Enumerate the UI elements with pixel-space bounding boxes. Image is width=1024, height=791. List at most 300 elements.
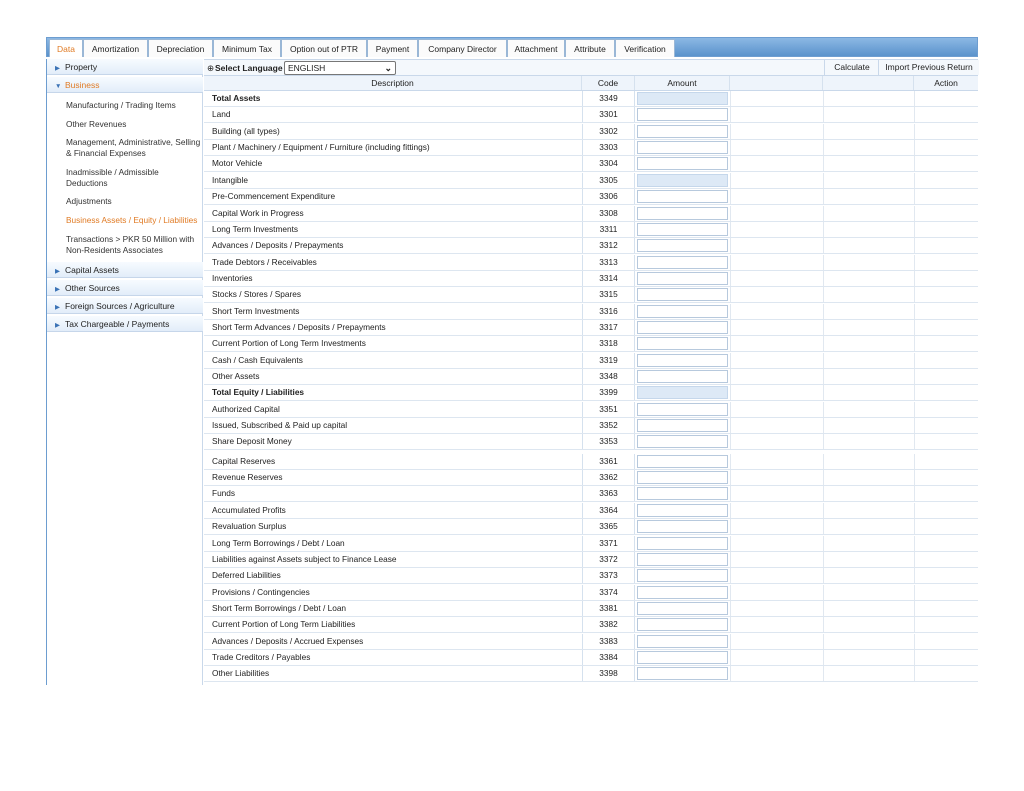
table-row bbox=[204, 173, 978, 189]
amount-input[interactable] bbox=[637, 337, 728, 350]
column-divider bbox=[823, 124, 824, 139]
row-description: Plant / Machinery / Equipment / Furniture (including fittings) bbox=[212, 142, 430, 153]
column-divider bbox=[823, 156, 824, 171]
column-divider bbox=[730, 320, 731, 335]
amount-input[interactable] bbox=[637, 471, 728, 484]
column-divider bbox=[914, 336, 915, 351]
row-description: Other Assets bbox=[212, 371, 260, 381]
row-description: Share Deposit Money bbox=[212, 436, 292, 447]
row-description: Authorized Capital bbox=[212, 403, 280, 414]
amount-input[interactable] bbox=[637, 223, 728, 236]
row-description: Capital Reserves bbox=[212, 455, 276, 466]
header-blank-1 bbox=[730, 76, 823, 90]
amount-input[interactable] bbox=[637, 321, 728, 334]
table-row bbox=[204, 601, 978, 617]
left-navigation bbox=[46, 59, 203, 685]
amount-input[interactable] bbox=[637, 504, 728, 517]
column-divider bbox=[823, 287, 824, 302]
column-divider bbox=[730, 585, 731, 600]
column-divider bbox=[914, 369, 915, 384]
table-row bbox=[204, 140, 978, 156]
column-divider bbox=[823, 91, 824, 106]
nav-section-capital-assets[interactable] bbox=[47, 262, 203, 278]
table-row bbox=[204, 107, 978, 123]
amount-input[interactable] bbox=[637, 618, 728, 631]
amount-input[interactable] bbox=[637, 125, 728, 138]
row-code: 3317 bbox=[582, 320, 635, 335]
nav-section-label: Foreign Sources / Agriculture bbox=[65, 301, 175, 311]
caret-down-icon: ▼ bbox=[55, 83, 62, 90]
nav-item-business-assets-equity-liabilities[interactable]: Business Assets / Equity / Liabilities bbox=[66, 215, 198, 225]
language-select-value: ENGLISH bbox=[288, 63, 326, 73]
column-divider bbox=[823, 601, 824, 616]
column-divider bbox=[914, 238, 915, 253]
row-code: 3364 bbox=[582, 503, 635, 518]
row-description: Cash / Cash Equivalents bbox=[212, 354, 303, 365]
column-divider bbox=[914, 601, 915, 616]
table-row bbox=[204, 418, 978, 434]
column-divider bbox=[730, 255, 731, 270]
column-divider bbox=[730, 552, 731, 567]
column-divider bbox=[730, 402, 731, 417]
calculated-amount-field bbox=[637, 386, 728, 399]
column-divider bbox=[914, 568, 915, 583]
caret-right-icon: ▶ bbox=[55, 304, 60, 311]
row-code: 3349 bbox=[582, 91, 635, 106]
amount-input[interactable] bbox=[637, 586, 728, 599]
row-code: 3373 bbox=[582, 568, 635, 583]
nav-item-inadmissible-deductions[interactable]: Inadmissible / Admissible Deductions bbox=[66, 167, 159, 188]
column-divider bbox=[730, 189, 731, 204]
column-divider bbox=[914, 402, 915, 417]
table-row bbox=[204, 255, 978, 271]
column-divider bbox=[914, 140, 915, 155]
header-blank-2 bbox=[823, 76, 914, 90]
row-code: 3399 bbox=[582, 385, 635, 400]
row-code: 3352 bbox=[582, 418, 635, 433]
column-divider bbox=[730, 650, 731, 665]
row-description: Pre-Commencement Expenditure bbox=[212, 191, 336, 202]
column-divider bbox=[730, 519, 731, 534]
header-amount[interactable]: Amount bbox=[635, 76, 730, 90]
tab-minimum-tax[interactable]: Minimum Tax bbox=[213, 39, 281, 57]
column-divider bbox=[823, 336, 824, 351]
toolbar bbox=[204, 59, 978, 76]
column-divider bbox=[730, 124, 731, 139]
header-code[interactable]: Code bbox=[582, 76, 635, 90]
amount-input[interactable] bbox=[637, 537, 728, 550]
table-row bbox=[204, 91, 978, 107]
table-row bbox=[204, 385, 978, 401]
column-divider bbox=[914, 486, 915, 501]
row-code: 3312 bbox=[582, 238, 635, 253]
tab-option-out-of-ptr[interactable]: Option out of PTR bbox=[281, 39, 367, 57]
amount-input[interactable] bbox=[637, 272, 728, 285]
row-description: Total Assets bbox=[212, 93, 261, 103]
tab-verification[interactable]: Verification bbox=[615, 39, 675, 57]
row-description: Trade Creditors / Payables bbox=[212, 651, 311, 662]
column-divider bbox=[914, 287, 915, 302]
caret-right-icon: ▶ bbox=[55, 268, 60, 275]
column-divider bbox=[730, 418, 731, 433]
column-divider bbox=[730, 503, 731, 518]
column-divider bbox=[914, 503, 915, 518]
language-label: Select Language bbox=[215, 63, 283, 73]
row-code: 3306 bbox=[582, 189, 635, 204]
tab-attachment[interactable]: Attachment bbox=[507, 39, 565, 57]
column-divider bbox=[730, 107, 731, 122]
table-row bbox=[204, 454, 978, 470]
table-row bbox=[204, 369, 978, 385]
row-description: Revaluation Surplus bbox=[212, 521, 287, 532]
row-code: 3313 bbox=[582, 255, 635, 270]
table-row bbox=[204, 271, 978, 287]
column-divider bbox=[914, 385, 915, 400]
column-divider bbox=[914, 304, 915, 319]
row-description: Other Liabilities bbox=[212, 668, 270, 679]
table-row bbox=[204, 206, 978, 222]
table-row bbox=[204, 353, 978, 369]
nav-section-label: Property bbox=[65, 62, 98, 72]
row-code: 3315 bbox=[582, 287, 635, 302]
amount-input[interactable] bbox=[637, 288, 728, 301]
column-divider bbox=[914, 634, 915, 649]
column-divider bbox=[823, 222, 824, 237]
row-code: 3372 bbox=[582, 552, 635, 567]
column-divider bbox=[730, 486, 731, 501]
column-divider bbox=[730, 222, 731, 237]
amount-input[interactable] bbox=[637, 141, 728, 154]
column-divider bbox=[730, 434, 731, 449]
column-divider bbox=[730, 601, 731, 616]
column-divider bbox=[823, 503, 824, 518]
tab-company-director[interactable]: Company Director bbox=[418, 39, 507, 57]
column-divider bbox=[730, 271, 731, 286]
row-description: Short Term Advances / Deposits / Prepayments bbox=[212, 321, 386, 332]
row-description: Long Term Borrowings / Debt / Loan bbox=[212, 537, 345, 548]
column-divider bbox=[823, 519, 824, 534]
table-row bbox=[204, 470, 978, 486]
row-code: 3308 bbox=[582, 206, 635, 221]
chevron-down-icon: ⌄ bbox=[384, 63, 392, 73]
amount-input[interactable] bbox=[637, 354, 728, 367]
column-divider bbox=[823, 617, 824, 632]
row-code: 3365 bbox=[582, 519, 635, 534]
column-divider bbox=[823, 271, 824, 286]
row-description: Deferred Liabilities bbox=[212, 570, 281, 581]
column-divider bbox=[823, 238, 824, 253]
row-code: 3305 bbox=[582, 173, 635, 188]
column-divider bbox=[823, 454, 824, 469]
column-divider bbox=[823, 402, 824, 417]
amount-input[interactable] bbox=[637, 370, 728, 383]
row-description: Funds bbox=[212, 488, 236, 499]
column-divider bbox=[823, 189, 824, 204]
column-divider bbox=[914, 320, 915, 335]
nav-section-label: Business bbox=[65, 80, 100, 90]
table-row bbox=[204, 156, 978, 172]
row-code: 3361 bbox=[582, 454, 635, 469]
header-description[interactable]: Description bbox=[204, 76, 582, 90]
amount-input[interactable] bbox=[637, 239, 728, 252]
column-divider bbox=[823, 634, 824, 649]
column-divider bbox=[730, 353, 731, 368]
calculate-button[interactable]: Calculate bbox=[824, 60, 879, 75]
table-row bbox=[204, 222, 978, 238]
column-divider bbox=[914, 206, 915, 221]
row-description: Short Term Investments bbox=[212, 305, 300, 316]
table-row bbox=[204, 503, 978, 519]
nav-item-transactions-non-residents[interactable]: Transactions > PKR 50 Million with Non-Residents Associates bbox=[66, 234, 195, 255]
column-divider bbox=[730, 634, 731, 649]
amount-input[interactable] bbox=[637, 435, 728, 448]
row-code: 3311 bbox=[582, 222, 635, 237]
column-divider bbox=[730, 238, 731, 253]
column-divider bbox=[730, 140, 731, 155]
row-code: 3318 bbox=[582, 336, 635, 351]
table-row bbox=[204, 486, 978, 502]
amount-input[interactable] bbox=[637, 487, 728, 500]
table-row bbox=[204, 304, 978, 320]
row-description: Total Equity / Liabilities bbox=[212, 387, 305, 398]
nav-section-tax-chargeable-payments[interactable] bbox=[47, 316, 203, 332]
amount-input[interactable] bbox=[637, 108, 728, 121]
nav-section-label: Capital Assets bbox=[65, 265, 119, 275]
column-divider bbox=[914, 124, 915, 139]
table-row bbox=[204, 434, 978, 450]
row-description: Long Term Investments bbox=[212, 223, 299, 234]
column-divider bbox=[823, 434, 824, 449]
tab-depreciation[interactable]: Depreciation bbox=[148, 39, 213, 57]
column-divider bbox=[914, 353, 915, 368]
column-divider bbox=[914, 552, 915, 567]
row-description: Land bbox=[212, 109, 231, 120]
nav-section-label: Tax Chargeable / Payments bbox=[65, 319, 170, 329]
amount-input[interactable] bbox=[637, 635, 728, 648]
row-description: Stocks / Stores / Spares bbox=[212, 289, 301, 300]
column-divider bbox=[914, 173, 915, 188]
row-description: Current Portion of Long Term Investments bbox=[212, 338, 366, 349]
column-divider bbox=[823, 320, 824, 335]
column-divider bbox=[914, 536, 915, 551]
amount-input[interactable] bbox=[637, 569, 728, 582]
row-code: 3302 bbox=[582, 124, 635, 139]
column-divider bbox=[730, 304, 731, 319]
column-divider bbox=[914, 470, 915, 485]
table-row bbox=[204, 287, 978, 303]
table-row bbox=[204, 402, 978, 418]
row-description: Inventories bbox=[212, 272, 253, 283]
row-code: 3363 bbox=[582, 486, 635, 501]
amount-input[interactable] bbox=[637, 667, 728, 680]
column-divider bbox=[823, 206, 824, 221]
column-divider bbox=[823, 255, 824, 270]
language-select[interactable] bbox=[284, 61, 396, 75]
caret-right-icon: ▶ bbox=[55, 322, 60, 329]
column-divider bbox=[914, 454, 915, 469]
table-row bbox=[204, 536, 978, 552]
column-divider bbox=[823, 385, 824, 400]
nav-item-manufacturing-trading[interactable]: Manufacturing / Trading Items bbox=[66, 100, 176, 110]
table-row bbox=[204, 634, 978, 650]
row-code: 3304 bbox=[582, 156, 635, 171]
column-divider bbox=[914, 617, 915, 632]
column-divider bbox=[823, 536, 824, 551]
row-code: 3301 bbox=[582, 107, 635, 122]
table-row bbox=[204, 189, 978, 205]
row-code: 3314 bbox=[582, 271, 635, 286]
column-divider bbox=[914, 434, 915, 449]
amount-input[interactable] bbox=[637, 455, 728, 468]
import-previous-return-button[interactable]: Import Previous Return bbox=[878, 60, 979, 75]
column-divider bbox=[730, 336, 731, 351]
column-divider bbox=[823, 304, 824, 319]
row-description: Current Portion of Long Term Liabilities bbox=[212, 619, 356, 630]
amount-input[interactable] bbox=[637, 520, 728, 533]
row-description: Building (all types) bbox=[212, 125, 280, 136]
row-description: Liabilities against Assets subject to Finance Lease bbox=[212, 553, 397, 564]
column-divider bbox=[914, 585, 915, 600]
nav-section-other-sources[interactable] bbox=[47, 280, 203, 296]
row-code: 3398 bbox=[582, 666, 635, 681]
amount-input[interactable] bbox=[637, 190, 728, 203]
column-divider bbox=[914, 107, 915, 122]
column-divider bbox=[730, 454, 731, 469]
amount-input[interactable] bbox=[637, 256, 728, 269]
row-description: Advances / Deposits / Accrued Expenses bbox=[212, 635, 364, 646]
row-code: 3316 bbox=[582, 304, 635, 319]
table-row bbox=[204, 519, 978, 535]
calculated-amount-field bbox=[637, 92, 728, 105]
table-row bbox=[204, 238, 978, 254]
row-description: Advances / Deposits / Prepayments bbox=[212, 240, 344, 251]
row-description: Motor Vehicle bbox=[212, 158, 263, 169]
column-divider bbox=[823, 552, 824, 567]
table-row bbox=[204, 585, 978, 601]
nav-section-label: Other Sources bbox=[65, 283, 120, 293]
row-code: 3382 bbox=[582, 617, 635, 632]
table-row bbox=[204, 336, 978, 352]
nav-section-business[interactable] bbox=[47, 77, 203, 93]
row-code: 3362 bbox=[582, 470, 635, 485]
row-description: Intangible bbox=[212, 174, 248, 185]
column-divider bbox=[823, 140, 824, 155]
row-code: 3374 bbox=[582, 585, 635, 600]
table-row bbox=[204, 320, 978, 336]
row-code: 3319 bbox=[582, 353, 635, 368]
column-divider bbox=[730, 617, 731, 632]
nav-item-management-expenses[interactable]: Management, Administrative, Selling & Financial Expenses bbox=[66, 137, 201, 158]
table-row bbox=[204, 666, 978, 682]
column-divider bbox=[823, 470, 824, 485]
table-row bbox=[204, 617, 978, 633]
column-divider bbox=[823, 486, 824, 501]
column-divider bbox=[730, 470, 731, 485]
amount-input[interactable] bbox=[637, 553, 728, 566]
column-divider bbox=[730, 173, 731, 188]
column-divider bbox=[730, 287, 731, 302]
row-description: Accumulated Profits bbox=[212, 504, 286, 515]
table-row bbox=[204, 568, 978, 584]
amount-input[interactable] bbox=[637, 651, 728, 664]
column-divider bbox=[823, 369, 824, 384]
tab-payment[interactable]: Payment bbox=[367, 39, 418, 57]
tab-bar bbox=[46, 37, 978, 57]
column-divider bbox=[914, 255, 915, 270]
row-code: 3371 bbox=[582, 536, 635, 551]
globe-icon: ⊕ bbox=[207, 63, 215, 73]
column-divider bbox=[730, 156, 731, 171]
caret-right-icon: ▶ bbox=[55, 65, 60, 72]
nav-item-other-revenues[interactable]: Other Revenues bbox=[66, 119, 127, 129]
column-divider bbox=[914, 519, 915, 534]
row-description: Trade Debtors / Receivables bbox=[212, 256, 317, 267]
table-row bbox=[204, 552, 978, 568]
row-code: 3303 bbox=[582, 140, 635, 155]
column-divider bbox=[730, 91, 731, 106]
column-divider bbox=[914, 271, 915, 286]
row-code: 3351 bbox=[582, 402, 635, 417]
column-divider bbox=[730, 369, 731, 384]
header-action[interactable]: Action bbox=[934, 78, 958, 88]
column-divider bbox=[823, 353, 824, 368]
column-divider bbox=[914, 666, 915, 681]
column-divider bbox=[823, 585, 824, 600]
tab-attribute[interactable]: Attribute bbox=[565, 39, 615, 57]
row-code: 3353 bbox=[582, 434, 635, 449]
amount-input[interactable] bbox=[637, 602, 728, 615]
column-divider bbox=[730, 385, 731, 400]
amount-input[interactable] bbox=[637, 403, 728, 416]
row-code: 3381 bbox=[582, 601, 635, 616]
column-divider bbox=[914, 222, 915, 237]
column-divider bbox=[730, 666, 731, 681]
column-divider bbox=[823, 173, 824, 188]
column-divider bbox=[823, 418, 824, 433]
table-row bbox=[204, 650, 978, 666]
row-code: 3383 bbox=[582, 634, 635, 649]
amount-input[interactable] bbox=[637, 305, 728, 318]
nav-section-property[interactable] bbox=[47, 59, 203, 75]
row-description: Issued, Subscribed & Paid up capital bbox=[212, 420, 348, 430]
row-code: 3384 bbox=[582, 650, 635, 665]
nav-section-foreign-sources-agriculture[interactable] bbox=[47, 298, 203, 314]
tab-data[interactable]: Data bbox=[49, 39, 83, 57]
row-description: Short Term Borrowings / Debt / Loan bbox=[212, 602, 347, 613]
grid-header bbox=[204, 76, 978, 91]
column-divider bbox=[823, 650, 824, 665]
amount-input[interactable] bbox=[637, 157, 728, 170]
column-divider bbox=[914, 91, 915, 106]
nav-item-adjustments[interactable]: Adjustments bbox=[66, 196, 112, 206]
caret-right-icon: ▶ bbox=[55, 286, 60, 293]
column-divider bbox=[914, 418, 915, 433]
amount-input[interactable] bbox=[637, 207, 728, 220]
calculated-amount-field bbox=[637, 174, 728, 187]
column-divider bbox=[914, 156, 915, 171]
column-divider bbox=[914, 650, 915, 665]
table-row bbox=[204, 124, 978, 140]
row-code: 3348 bbox=[582, 369, 635, 384]
column-divider bbox=[823, 107, 824, 122]
column-divider bbox=[730, 536, 731, 551]
amount-input[interactable] bbox=[637, 419, 728, 432]
tab-amortization[interactable]: Amortization bbox=[83, 39, 148, 57]
row-description: Provisions / Contingencies bbox=[212, 586, 310, 597]
column-divider bbox=[823, 666, 824, 681]
column-divider bbox=[730, 206, 731, 221]
column-divider bbox=[823, 568, 824, 583]
